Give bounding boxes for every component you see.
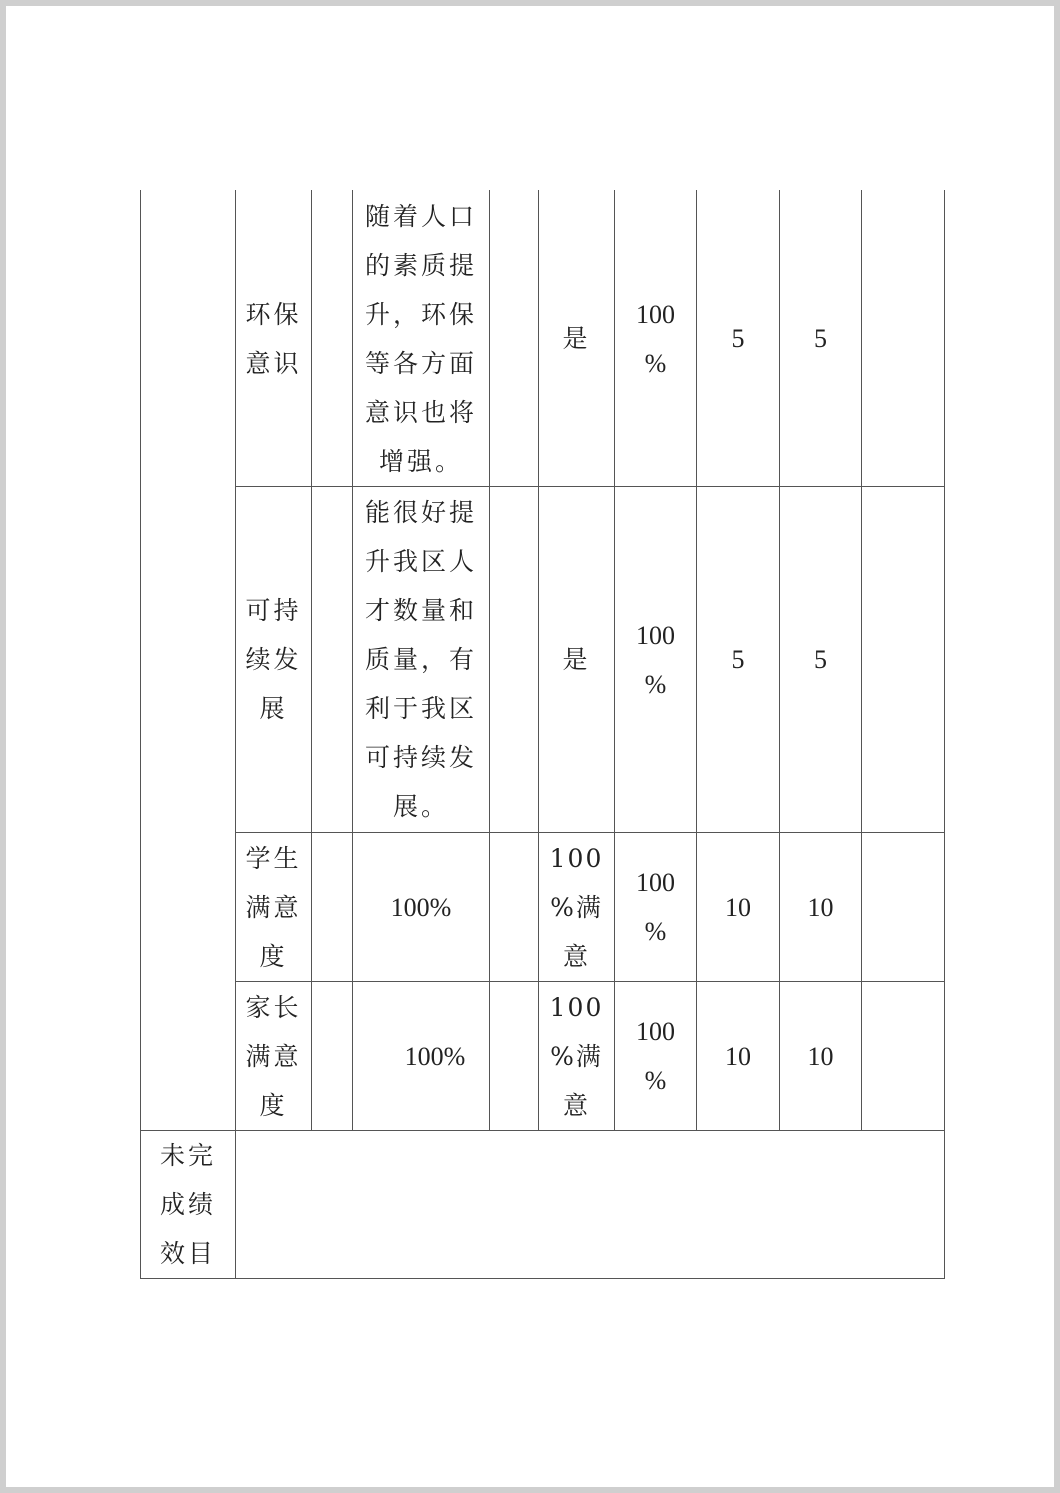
table-cell-indicator: 家长 满意 度 — [245, 992, 302, 1120]
table-cell-score: 10 — [807, 1041, 834, 1071]
table-cell-actual: 100 %满 意 — [549, 843, 604, 971]
table-cell-target: 能很好提 升我区人 才数量和 质量，有 利于我区 可持续发 展。 — [364, 498, 477, 821]
table-border-left — [140, 190, 141, 1279]
table-cell-actual: 是 — [562, 645, 591, 674]
table-cell-indicator: 学生 满意 度 — [245, 843, 302, 971]
table-cell-weight: 10 — [725, 892, 751, 922]
table-cell-actual: 100 %满 意 — [549, 992, 604, 1120]
table-cell-note — [862, 982, 944, 1130]
table-cell-weight: 5 — [731, 645, 745, 674]
table-cell-actual: 是 — [562, 324, 591, 353]
table-grid-line — [311, 190, 312, 1130]
unfinished-targets-label: 未完 成绩 效目 — [159, 1141, 216, 1268]
table-cell-weight: 5 — [731, 324, 745, 353]
table-grid-line — [489, 190, 490, 1130]
table-cell-score: 5 — [814, 645, 827, 674]
table-cell-note — [862, 487, 944, 832]
table-border-bottom — [140, 1278, 945, 1279]
table-border-right — [944, 190, 945, 1279]
table-cell-rate: 100 % — [636, 868, 675, 946]
table-cell-note — [862, 833, 944, 981]
table-cell-target: 100% — [390, 892, 452, 922]
unfinished-targets-content — [236, 1131, 944, 1278]
table-cell-score: 5 — [814, 324, 827, 353]
table-cell-rate: 100 % — [636, 299, 675, 378]
table-cell-indicator: 可持 续发 展 — [245, 596, 302, 723]
document-page — [6, 6, 1054, 1487]
table-cell-rate: 100 % — [636, 1017, 675, 1095]
table-cell-target: 100% — [404, 1041, 466, 1071]
table-cell-score: 10 — [807, 892, 834, 922]
table-cell-rate: 100 % — [636, 620, 675, 699]
table-cell-weight: 10 — [725, 1041, 751, 1071]
table-cell-target: 随着人口 的素质提 升，环保 等各方面 意识也将 增强。 — [364, 201, 477, 476]
table-cell-note — [862, 191, 944, 486]
table-cell-indicator: 环保 意识 — [245, 299, 302, 378]
